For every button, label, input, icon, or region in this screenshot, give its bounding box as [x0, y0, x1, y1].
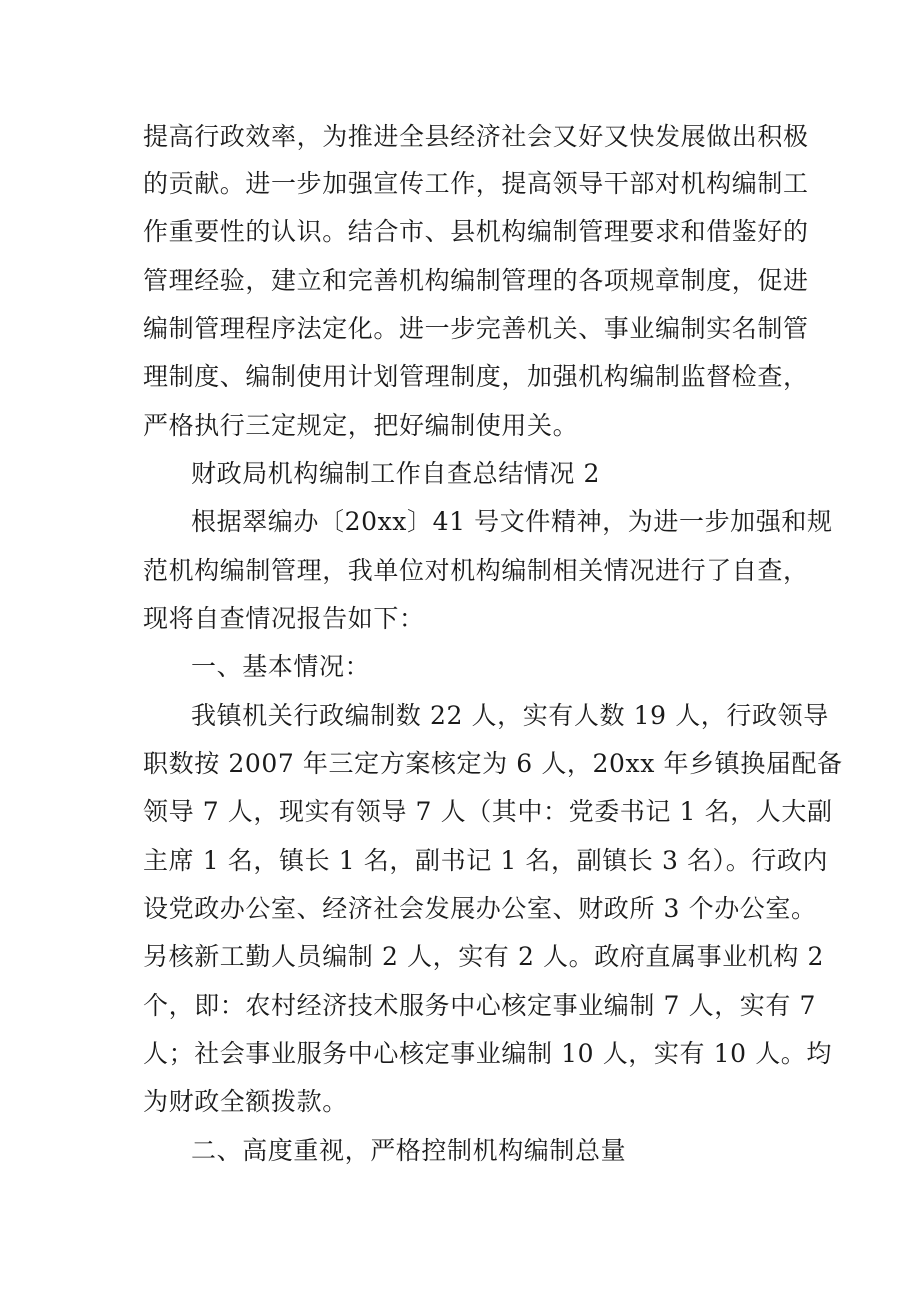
text-line: 管理经验，建立和完善机构编制管理的各项规章制度，促进 — [143, 266, 809, 295]
text-line: 提高行政效率，为推进全县经济社会又好又快发展做出积极 — [143, 122, 809, 151]
section-title: 财政局机构编制工作自查总结情况 2 — [191, 459, 601, 488]
section-heading: 一、基本情况： — [191, 652, 371, 681]
text-line: 另核新工勤人员编制 2 人，实有 2 人。政府直属事业机构 2 — [143, 942, 825, 971]
text-line: 现将自查情况报告如下： — [143, 604, 425, 633]
text-line: 编制管理程序法定化。进一步完善机关、事业编制实名制管 — [143, 314, 809, 343]
text-line: 领导 7 人，现实有领导 7 人（其中：党委书记 1 名，人大副 — [143, 797, 833, 826]
text-line: 作重要性的认识。结合市、县机构编制管理要求和借鉴好的 — [143, 217, 809, 246]
text-line: 职数按 2007 年三定方案核定为 6 人，20xx 年乡镇换届配备 — [143, 749, 843, 778]
text-line: 严格执行三定规定，把好编制使用关。 — [143, 411, 579, 440]
text-line: 个，即：农村经济技术服务中心核定事业编制 7 人，实有 7 — [143, 991, 817, 1020]
text-line: 主席 1 名，镇长 1 名，副书记 1 名，副镇长 3 名）。行政内 — [143, 846, 829, 875]
text-line: 人；社会事业服务中心核定事业编制 10 人，实有 10 人。均 — [143, 1039, 833, 1068]
text-line: 设党政办公室、经济社会发展办公室、财政所 3 个办公室。 — [143, 894, 817, 923]
text-line: 为财政全额拨款。 — [143, 1087, 348, 1116]
section-heading: 二、高度重视，严格控制机构编制总量 — [191, 1136, 627, 1165]
text-line: 范机构编制管理，我单位对机构编制相关情况进行了自查， — [143, 556, 809, 585]
text-line: 我镇机关行政编制数 22 人，实有人数 19 人，行政领导 — [191, 701, 829, 730]
text-line: 的贡献。进一步加强宣传工作，提高领导干部对机构编制工 — [143, 169, 809, 198]
text-line: 理制度、编制使用计划管理制度，加强机构编制监督检查， — [143, 362, 809, 391]
text-line: 根据翠编办〔20xx〕41 号文件精神，为进一步加强和规 — [191, 507, 833, 536]
